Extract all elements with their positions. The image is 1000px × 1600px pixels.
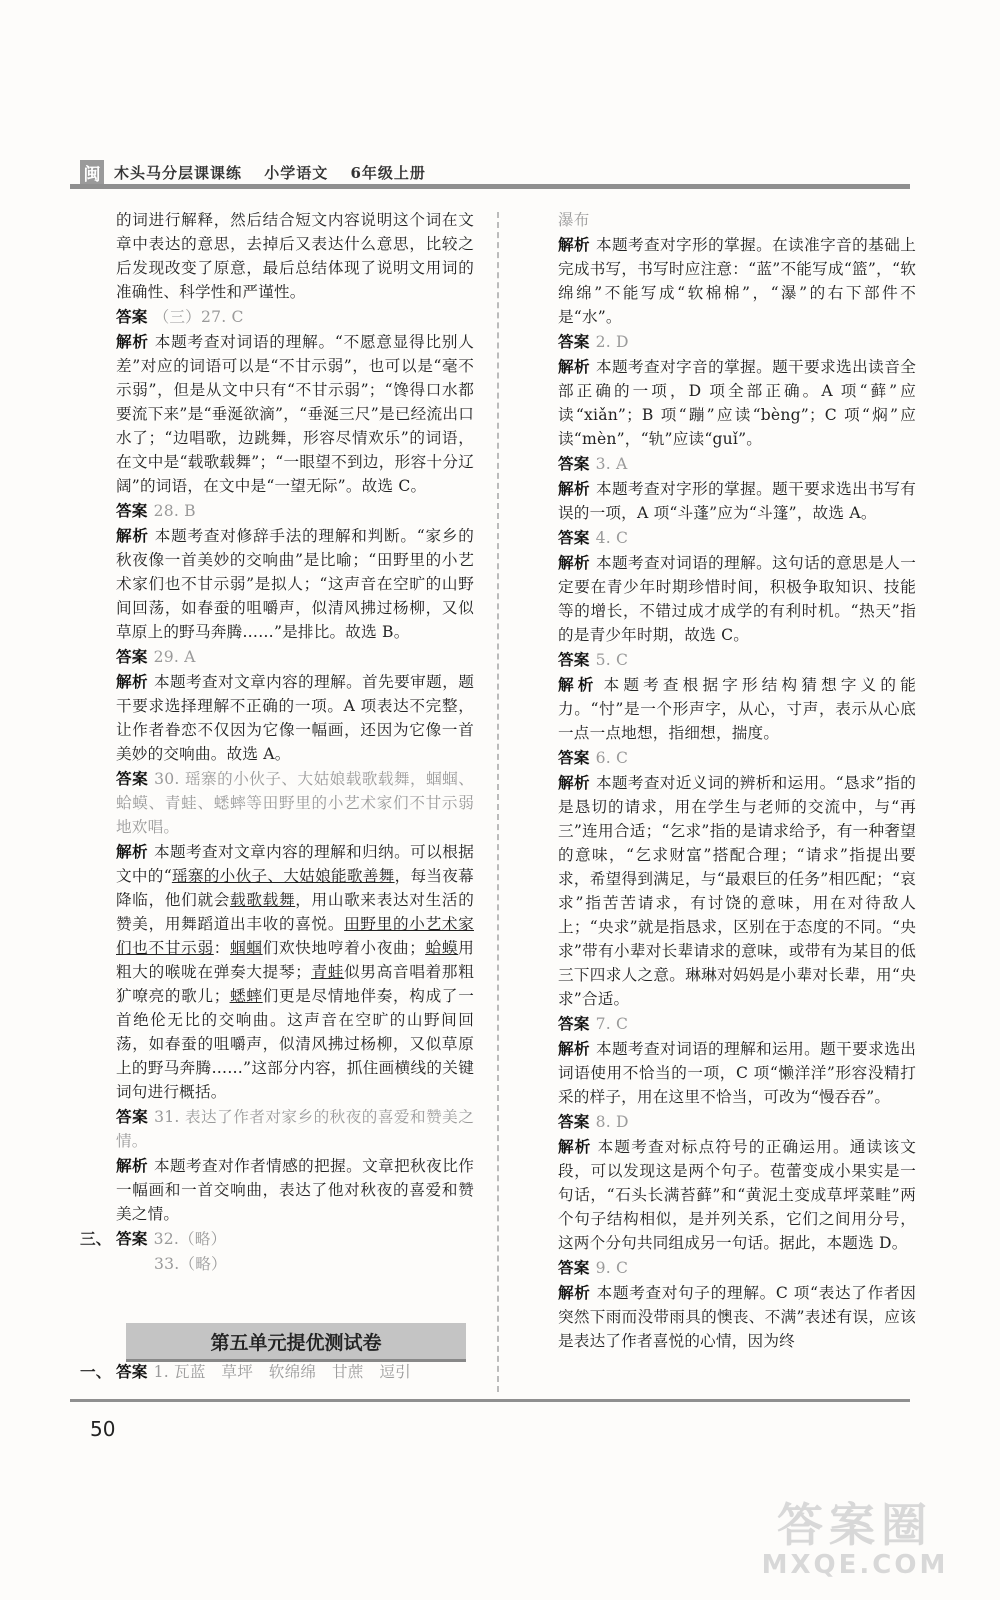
section-1-label: 一、 (80, 1362, 112, 1381)
analysis-6: 解析 本题考查对近义词的辨析和运用。“恳求”指的是恳切的请求，用在学生与老师的交流中，与“再三”连用合适；“乞求”指的是请求给予，有一种奢望的意味，“乞求财富”搭配合理；“请求”指提出要求，希望得到满足，与“最艰巨的任务”相匹配；“哀求”指苦苦请求，有讨饶的意味，用在对待敌人上；“央求”就是指恳求，区别在于态度的不同。“央求”带有小辈对长辈请求的意味，或带有为某目的低三下四求人之意。琳琳对妈妈是小辈对长辈，用“央求”合适。 (558, 773, 916, 1008)
answer-1: 一、 答案 1. 瓦蓝 草坪 软绵绵 甘蔗 逗引 (116, 1360, 474, 1384)
analysis-4: 解析 本题考查对词语的理解。这句话的意思是人一定要在青少年时期珍惜时间，积极争取知识、技能等的增长，不错过成才成学的有利时机。“热天”指的是青少年时期，故选 C。 (558, 553, 916, 644)
header-title (114, 162, 442, 183)
analysis-7: 解析 本题考查对词语的理解和运用。题干要求选出词语使用不恰当的一项，C 项“懒洋洋”形容没精打采的样子，用在这里不恰当，可改为“慢吞吞”。 (558, 1039, 916, 1106)
header-subject: 小学语文 (264, 163, 329, 182)
answer-9: 答案 9. C (558, 1258, 629, 1277)
analysis-31: 解析 本题考查对作者情感的把握。文章把秋夜比作一幅画和一首交响曲，表达了他对秋夜的喜爱和赞美之情。 (116, 1156, 474, 1223)
header-grade: 6年级上册 (350, 163, 426, 182)
answer-33: 33.（略） (154, 1255, 227, 1273)
answer-29: 答案 29. A (116, 647, 196, 666)
right-column (558, 208, 916, 1354)
analysis-8: 解析 本题考查对标点符号的正确运用。通读该文段，可以发现这是两个句子。苞蕾变成小果实是一句话，“石头长满苔藓”和“黄泥土变成草坪菜畦”两个句子结构相似，是并列关系，它们之间用分号，这两个分句共同组成另一句话。据此，本题选 D。 (558, 1137, 916, 1252)
answer-3: 答案 3. A (558, 454, 628, 473)
analysis-30: 解析 本题考查对文章内容的理解和归纳。可以根据文中的“瑶寨的小伙子、大姑娘能歌善舞，每当夜幕降临，他们就会载歌载舞，用山歌来表达对生活的赞美，用舞蹈道出丰收的喜悦。田野里的小艺术家们也不甘示弱：蝈蝈们欢快地哼着小夜曲；蛤蟆用粗大的喉咙在弹奏大提琴；青蛙似男高音唱着那粗犷嘹亮的歌儿；蟋蟀们更是尽情地伴奏，构成了一首绝伦无比的交响曲。这声音在空旷的山野间回荡，如春蚕的咀嚼声，似清风拂过杨柳，又似草原上的野马奔腾……”这部分内容，抓住画横线的关键词句进行概括。 (116, 842, 474, 1101)
analysis-5: 解析 本题考查根据字形结构猜想字义的能力。“忖”是一个形声字，从心，寸声，表示从心底一点一点地想，指细想，揣度。 (558, 675, 917, 742)
section-banner: 第五单元提优测试卷 (126, 1323, 466, 1359)
answer-27: 答案 （三）27. C (116, 307, 244, 326)
page-header (80, 158, 910, 186)
answer-2: 答案 2. D (558, 332, 629, 351)
answer-30: 答案 30. 瑶寨的小伙子、大姑娘载歌载舞，蝈蝈、蛤蟆、青蛙、蟋蟀等田野里的小艺术家们不甘示弱地欢唱。 (116, 769, 475, 836)
analysis-29: 解析 本题考查对文章内容的理解。首先要审题，题干要求选择理解不正确的一项。A 项表达不完整，让作者眷恋不仅因为它像一幅画，还因为它像一首美妙的交响曲。故选 A。 (116, 672, 474, 763)
header-rule (70, 184, 910, 189)
continued-answer: 瀑布 (558, 211, 590, 229)
analysis-1: 解析 本题考查对字形的掌握。在读准字音的基础上完成书写，书写时应注意：“蓝”不能写成“篮”，“软绵绵”不能写成“软棉棉”，“瀑”的右下部件不是“水”。 (558, 235, 916, 326)
left-column (80, 208, 475, 1277)
footer-rule (70, 1399, 910, 1402)
site-watermark (750, 1500, 960, 1580)
section-1-answers (80, 1360, 474, 1385)
watermark-logo-text: 答案圈 (777, 1498, 933, 1552)
answer-4: 答案 4. C (558, 528, 629, 547)
answer-32: 三、 答案 32.（略） (116, 1227, 474, 1251)
analysis-9: 解析 本题考查对句子的理解。C 项“表达了作者因突然下雨而没带雨具的懊丧、不满”表述有误，应该是表达了作者喜悦的心情，因为终 (558, 1283, 916, 1350)
header-series: 木头马分层课课练 (114, 163, 243, 182)
answer-31: 答案 31. 表达了作者对家乡的秋夜的喜爱和赞美之情。 (116, 1107, 475, 1150)
intro-paragraph: 的词进行解释，然后结合短文内容说明这个词在文章中表达的意思，去掉后又表达什么意思，比较之后发现改变了原意，最后总结体现了说明文用词的准确性、科学性和严谨性。 (116, 211, 474, 301)
column-divider (497, 212, 499, 1392)
answer-6: 答案 6. C (558, 748, 629, 767)
answer-8: 答案 8. D (558, 1112, 629, 1131)
analysis-27: 解析 本题考查对词语的理解。“不愿意显得比别人差”对应的词语可以是“不甘示弱”，也可以是“毫不示弱”，但是从文中只有“不甘示弱”；“馋得口水都要流下来”是“垂涎欲滴”，“垂涎三尺”是已经流出口水了；“边唱歌，边跳舞，形容尽情欢乐”的词语，在文中是“载歌载舞”；“一眼望不到边，形容十分辽阔”的词语，在文中是“一望无际”。故选 C。 (116, 332, 474, 495)
page-number: 50 (90, 1417, 116, 1441)
answer-28: 答案 28. B (116, 501, 196, 520)
analysis-3: 解析 本题考查对字形的掌握。题干要求选出书写有误的一项，A 项“斗蓬”应为“斗篷”，故选 A。 (558, 479, 916, 522)
analysis-2: 解析 本题考查对字音的掌握。题干要求选出读音全部正确的一项，D 项全部正确。A 项“藓”应读“xiǎn”；B 项“蹦”应读“bèng”；C 项“焖”应读“mèn”，“轨”应读“guǐ”。 (558, 357, 916, 448)
watermark-url: MXQE.COM (761, 1550, 949, 1580)
publisher-logo: 闽 (80, 160, 104, 184)
section-3-label: 三、 (80, 1229, 112, 1248)
analysis-28: 解析 本题考查对修辞手法的理解和判断。“家乡的秋夜像一首美妙的交响曲”是比喻；“田野里的小艺术家们也不甘示弱”是拟人；“这声音在空旷的山野间回荡，如春蚕的咀嚼声，似清风拂过杨柳，又似草原上的野马奔腾……”是排比。故选 B。 (116, 526, 474, 641)
answer-7: 答案 7. C (558, 1014, 629, 1033)
answer-5: 答案 5. C (558, 650, 629, 669)
